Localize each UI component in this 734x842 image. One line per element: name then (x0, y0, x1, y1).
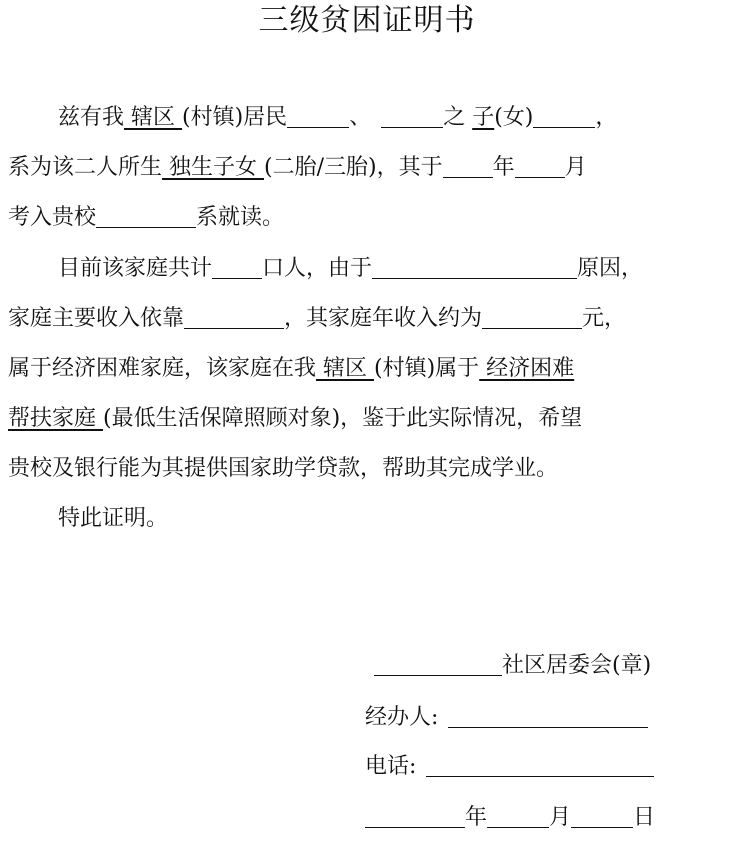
text: (村镇)居民 (182, 105, 288, 130)
text: 系为该二人所生 (8, 155, 163, 180)
text: (村镇)属于 (374, 356, 480, 381)
income-source-blank (184, 306, 284, 329)
household-size-blank (212, 256, 262, 279)
text: 系就读。 (196, 205, 285, 230)
underlined-text: 辖区 (124, 105, 183, 130)
text: (女) (494, 105, 534, 130)
annual-income-blank (482, 306, 582, 329)
paragraph-1-line-3 (8, 201, 728, 235)
month-blank (515, 155, 565, 178)
text: 原因， (577, 256, 644, 281)
paragraph-1-line-2 (8, 151, 728, 185)
text: 、 (349, 105, 372, 130)
paragraph-2-line-5 (8, 452, 728, 486)
date-year-blank (365, 805, 465, 828)
child-name-blank (533, 105, 595, 128)
phone-line (365, 749, 654, 785)
handler-blank (448, 705, 648, 728)
text: (二胎/三胎)，其于 (264, 155, 443, 180)
committee-label: 社区居委会(章) (502, 653, 652, 678)
text: 元， (582, 306, 627, 331)
department-blank (96, 205, 196, 228)
text: 家庭主要收入依靠 (8, 306, 185, 331)
underlined-text: 子 (472, 105, 495, 130)
resident-name-2-blank (381, 105, 443, 128)
phone-label: 电话: (365, 754, 417, 779)
text: (最低生活保障照顾对象)，鉴于此实际情况，希望 (103, 406, 583, 431)
date-month-blank (487, 805, 549, 828)
handler-label: 经办人: (365, 705, 439, 730)
text: 之 (443, 105, 473, 130)
underlined-text: 帮扶家庭 (8, 406, 103, 431)
paragraph-1-line-1 (8, 101, 734, 135)
document-title: 三级贫困证明书 (258, 3, 476, 38)
committee-seal-line (374, 648, 651, 684)
underlined-text: 经济困难 (479, 356, 575, 381)
date-day-blank (571, 805, 633, 828)
text: ，其家庭年收入约为 (284, 306, 483, 331)
text: 月 (564, 155, 587, 180)
text: 兹有我 (58, 105, 125, 130)
text: 目前该家庭共计 (58, 256, 213, 281)
phone-blank (426, 754, 654, 777)
closing-statement: 特此证明。 (58, 506, 169, 531)
year-blank (443, 155, 493, 178)
paragraph-2-line-2 (8, 302, 728, 336)
committee-name-blank (374, 653, 502, 676)
text: 贵校及银行能为其提供国家助学贷款，帮助其完成学业。 (8, 456, 559, 481)
underlined-text: 独生子女 (162, 155, 265, 180)
date-day-label: 日 (633, 805, 656, 830)
text: 属于经济困难家庭，该家庭在我 (8, 356, 317, 381)
date-line (365, 800, 655, 836)
underlined-text: 辖区 (316, 356, 375, 381)
text: 年 (492, 155, 515, 180)
text: ， (595, 105, 618, 130)
paragraph-2-line-3 (8, 352, 728, 386)
text: 考入贵校 (8, 205, 97, 230)
resident-name-1-blank (287, 105, 349, 128)
date-month-label: 月 (549, 805, 572, 830)
handler-line (365, 700, 648, 736)
reason-blank (372, 256, 577, 279)
paragraph-2-line-1 (8, 252, 734, 286)
paragraph-2-line-4 (8, 402, 728, 436)
text: 口人，由于 (262, 256, 373, 281)
date-year-label: 年 (465, 805, 488, 830)
